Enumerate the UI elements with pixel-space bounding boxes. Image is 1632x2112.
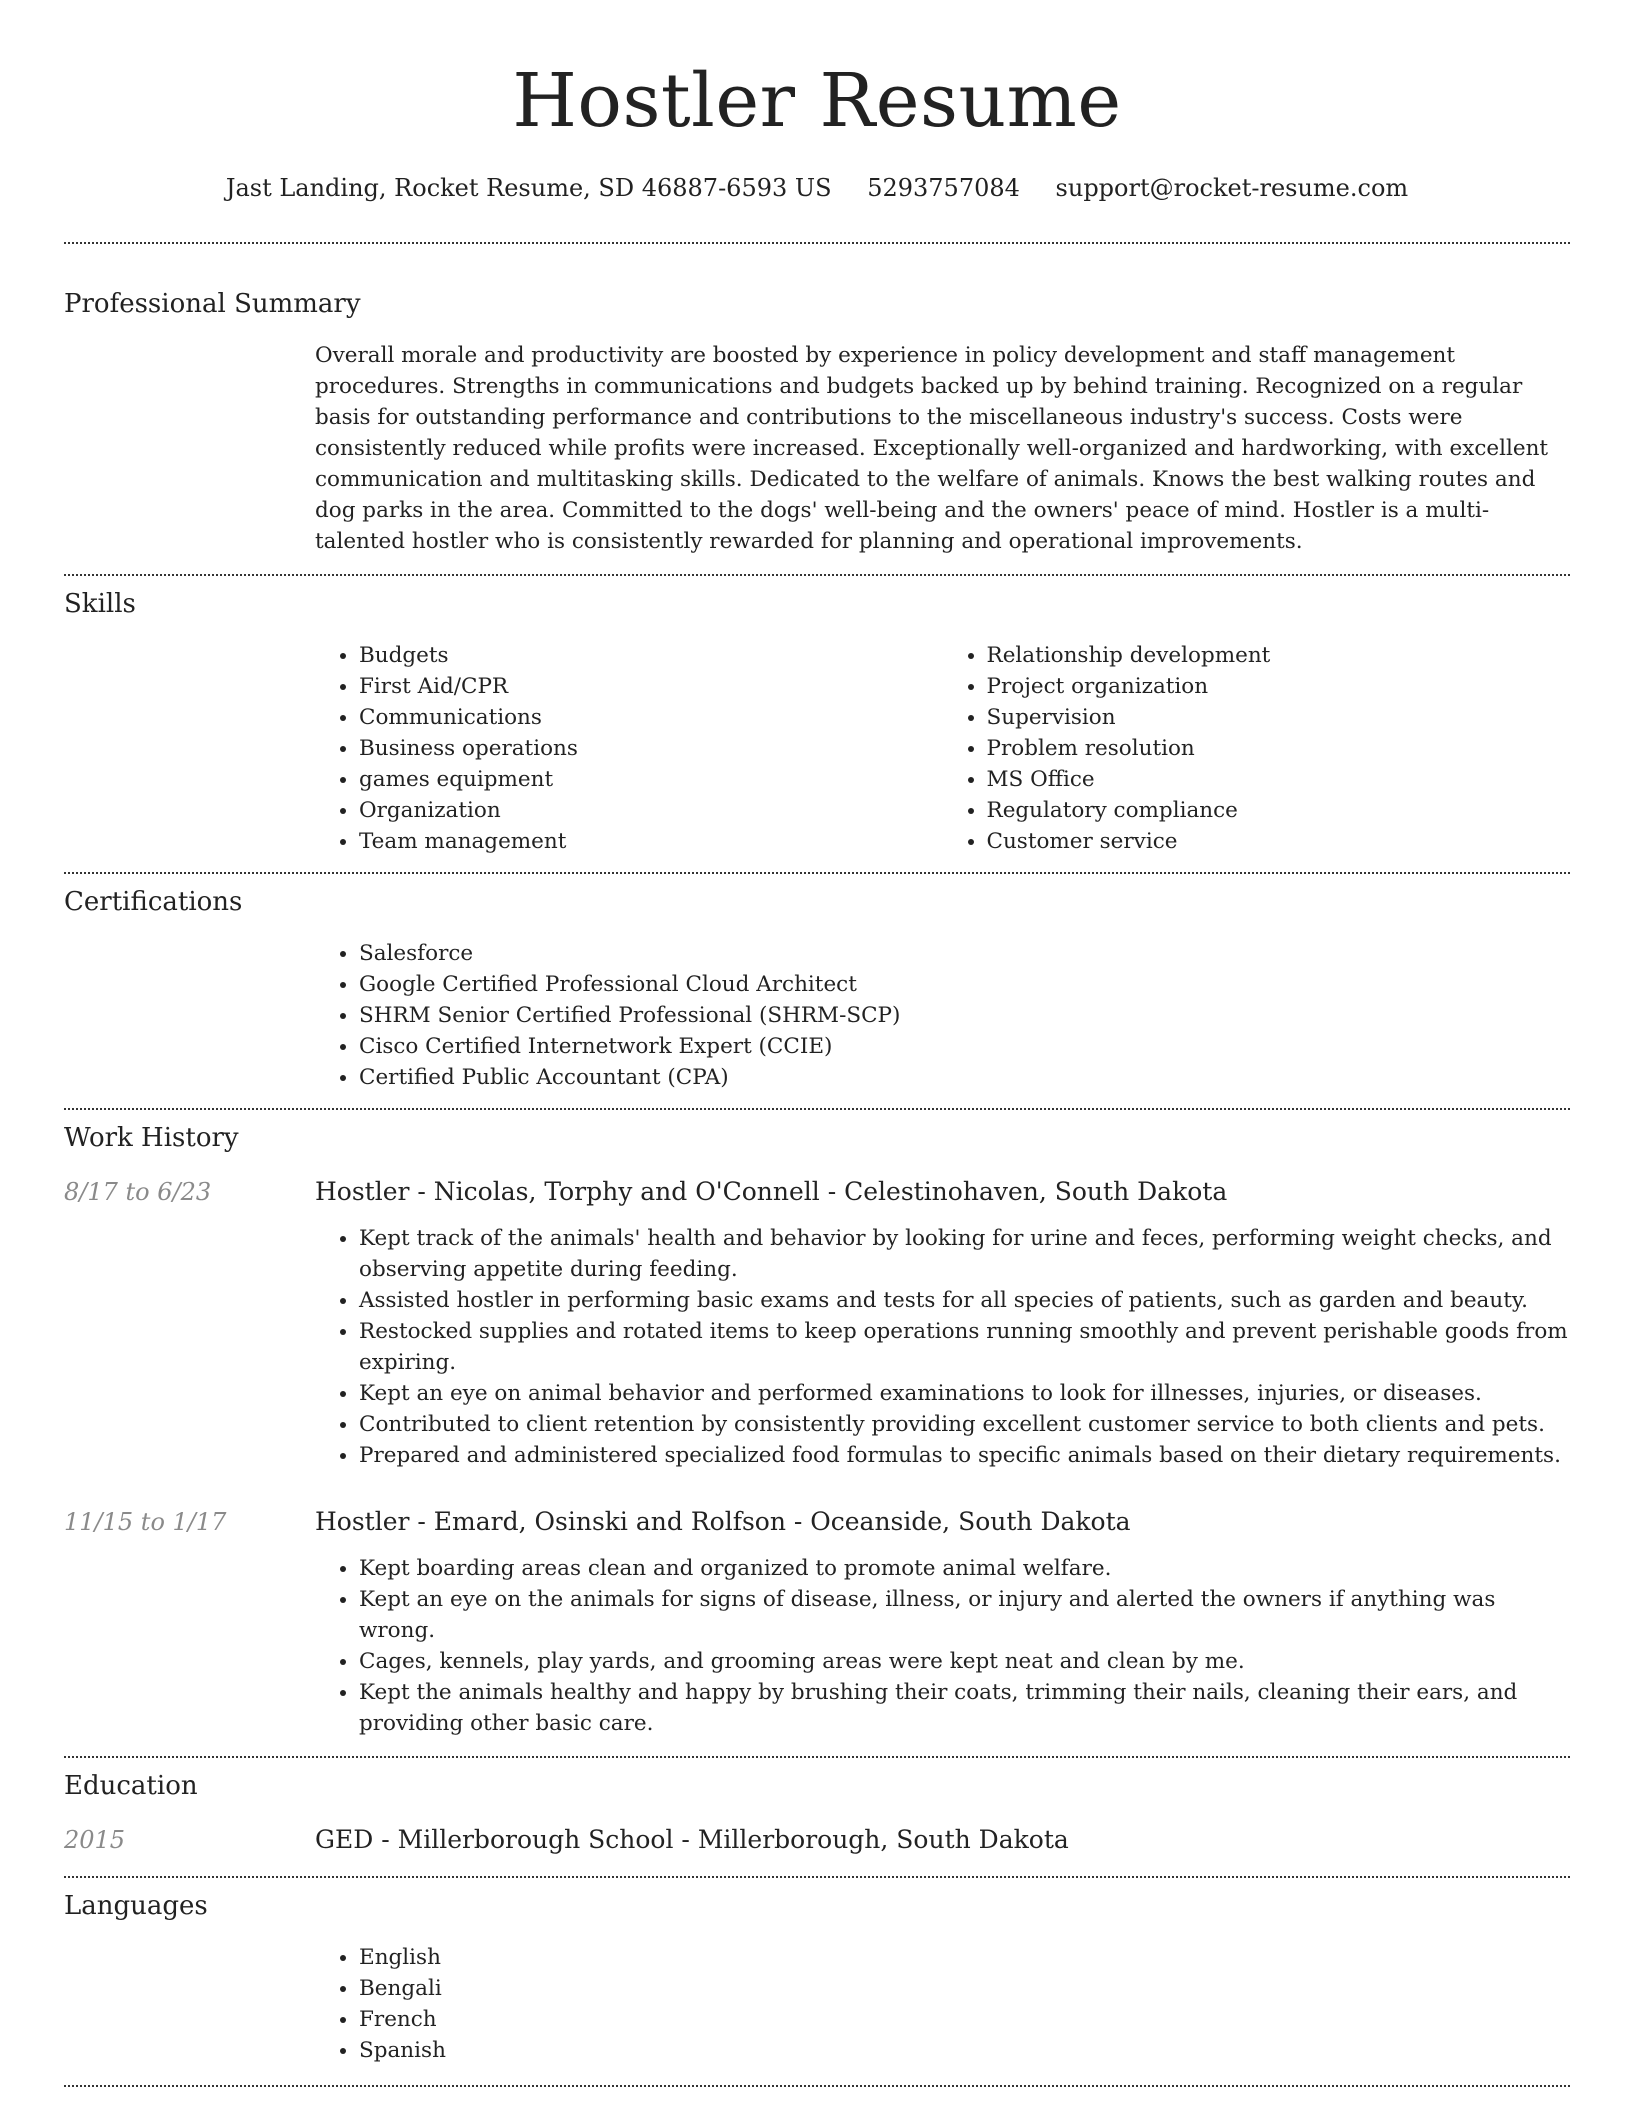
contact-email: support@rocket-resume.com [1055,174,1409,202]
list-item: • Google Certified Professional Cloud Architect [359,969,1570,1000]
section-title-summary: Professional Summary [64,289,361,319]
languages-section [64,1878,1570,2066]
list-item: • Organization [359,795,943,826]
list-item: • Contributed to client retention by consistently providing excellent customer service to both clients and pets. [359,1409,1570,1440]
work-section [64,1110,1570,1739]
section-title-work: Work History [64,1123,239,1153]
section-title-languages: Languages [64,1891,208,1921]
list-item: • Supervision [987,702,1571,733]
list-item: • Assisted hostler in performing basic exams and tests for all species of patients, such as garden and beauty. [359,1285,1570,1316]
list-item: • Spanish [359,2035,1570,2066]
summary-content [315,340,1570,557]
list-item: • Kept the animals healthy and happy by brushing their coats, trimming their nails, cleaning their ears, and providing other basic care. [359,1677,1570,1739]
job-bullets [315,1223,1570,1471]
languages-content [315,1942,1570,2066]
resume-name: Hostler Resume [512,58,1122,144]
section-title-skills: Skills [64,589,136,619]
list-item: • Bengali [359,1973,1570,2004]
job-entry [64,1505,1570,1739]
skills-list-left [315,640,943,857]
job-date: 8/17 to 6/23 [64,1178,212,1206]
education-entry [64,1823,1570,1857]
job-bullet-list [315,1553,1570,1739]
list-item: • English [359,1942,1570,1973]
job-heading: Hostler - Emard, Osinski and Rolfson - Oceanside, South Dakota [315,1507,1131,1536]
list-item: • Cisco Certified Internetwork Expert (CCIE) [359,1031,1570,1062]
summary-text: Overall morale and productivity are boosted by experience in policy development and staff management procedures. Strengths in communications and budgets backed up by behind training. Recognized on a regular basis for outstanding performance and contributions to the miscellaneous industry's success. Costs were consistently reduced while profits were increased. Exceptionally well-organized and hardworking, with excellent communication and multitasking skills. Dedicated to the welfare of animals. Knows the best walking routes and dog parks in the area. Committed to the dogs' well-being and the owners' peace of mind. Hostler is a multi-talented hostler who is consistently rewarded for planning and operational improvements. [315,343,1549,554]
job-entry [64,1175,1570,1471]
contact-line [64,172,1570,204]
languages-list [315,1942,1570,2066]
contact-address: Jast Landing, Rocket Resume, SD 46887-6593 US [225,174,832,202]
section-title-education: Education [64,1771,198,1801]
list-item: • Prepared and administered specialized food formulas to specific animals based on their dietary requirements. [359,1440,1570,1471]
list-item: • Kept an eye on the animals for signs of disease, illness, or injury and alerted the owners if anything was wrong. [359,1584,1570,1646]
job-bullet-list [315,1223,1570,1471]
certifications-content [315,938,1570,1093]
list-item: • Kept track of the animals' health and behavior by looking for urine and feces, performing weight checks, and observing appetite during feeding. [359,1223,1570,1285]
section-title-certifications: Certifications [64,887,243,917]
education-heading: GED - Millerborough School - Millerborough, South Dakota [315,1825,1069,1854]
contact-phone: 5293757084 [867,174,1020,202]
list-item: • MS Office [987,764,1571,795]
list-item: • Business operations [359,733,943,764]
list-item: • SHRM Senior Certified Professional (SHRM-SCP) [359,1000,1570,1031]
skills-content [315,640,1570,857]
list-item: • Kept boarding areas clean and organized to promote animal welfare. [359,1553,1570,1584]
job-bullets [315,1553,1570,1739]
resume-page [64,0,1570,2087]
list-item: • Certified Public Accountant (CPA) [359,1062,1570,1093]
list-item: • Problem resolution [987,733,1571,764]
list-item: • Regulatory compliance [987,795,1571,826]
list-item: • Communications [359,702,943,733]
summary-section [64,244,1570,557]
job-heading: Hostler - Nicolas, Torphy and O'Connell - Celestinohaven, South Dakota [315,1177,1228,1206]
list-item: • Kept an eye on animal behavior and performed examinations to look for illnesses, injuries, or diseases. [359,1378,1570,1409]
list-item: • Salesforce [359,938,1570,969]
skills-grid [315,640,1570,857]
list-item: • Customer service [987,826,1571,857]
list-item: • French [359,2004,1570,2035]
skills-list-right [943,640,1571,857]
list-item: • Budgets [359,640,943,671]
list-item: • games equipment [359,764,943,795]
education-date: 2015 [64,1826,126,1854]
certifications-list [315,938,1570,1093]
list-item: • Team management [359,826,943,857]
job-date: 11/15 to 1/17 [64,1508,227,1536]
list-item: • Cages, kennels, play yards, and grooming areas were kept neat and clean by me. [359,1646,1570,1677]
certifications-section [64,874,1570,1093]
list-item: • Relationship development [987,640,1571,671]
education-section [64,1758,1570,1857]
divider [64,2085,1570,2087]
list-item: • Restocked supplies and rotated items to keep operations running smoothly and prevent perishable goods from expiring. [359,1316,1570,1378]
list-item: • First Aid/CPR [359,671,943,702]
list-item: • Project organization [987,671,1571,702]
skills-section [64,576,1570,857]
